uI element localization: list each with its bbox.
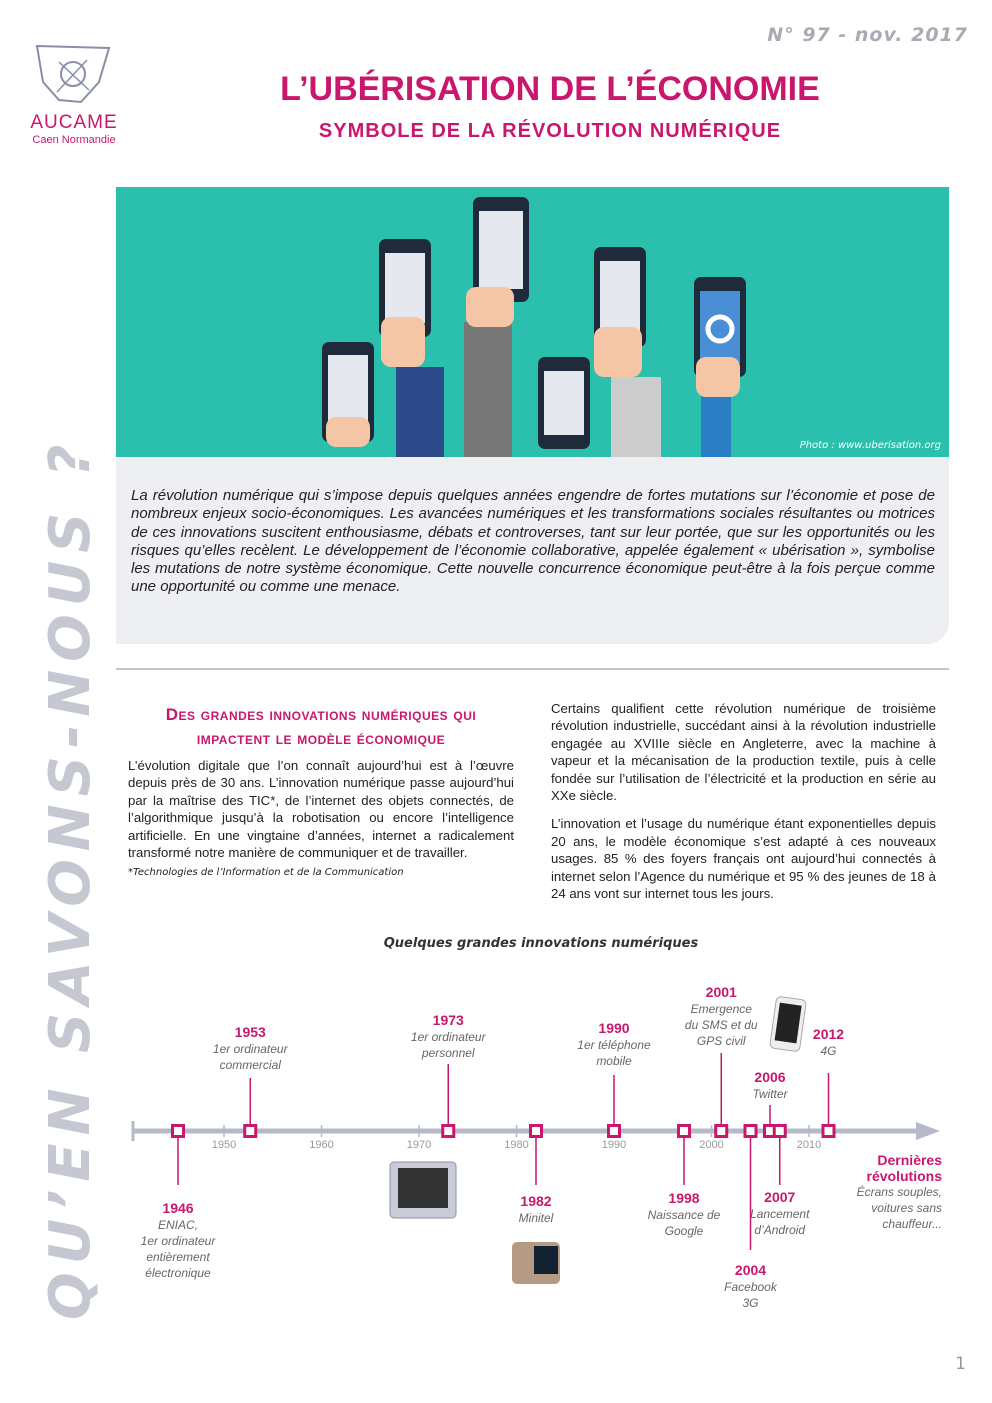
event-description: commercial (219, 1058, 281, 1072)
event-marker (531, 1126, 542, 1137)
event-year: 2006 (754, 1069, 786, 1085)
issue-label: N° 97 - nov. 2017 (767, 24, 968, 46)
timeline-title: Quelques grandes innovations numériques (383, 936, 699, 951)
event-marker (774, 1126, 785, 1137)
event-description: Google (664, 1224, 704, 1238)
aucame-logo (24, 42, 124, 146)
event-description: électronique (145, 1266, 211, 1280)
event-year: 2007 (764, 1189, 796, 1205)
logo-drawing-icon (29, 42, 119, 108)
event-description: Emergence (690, 1002, 752, 1016)
event-description: entièrement (146, 1250, 210, 1264)
event-description: ENIAC, (157, 1218, 199, 1232)
hands-with-phones-illustration (116, 187, 949, 457)
event-marker (173, 1126, 184, 1137)
minitel-icon (512, 1242, 560, 1284)
event-year: 2001 (705, 984, 737, 1000)
intro-paragraph: La révolution numérique qui s’impose depuis quelques années engendre de fortes mutations sur l’économie et pose de nombreux enjeux socio-économiques. Les avancées numériques et les transformations sociales résultantes ou motrices de ces innovations suscitent enthousiasme, débats et controverses, tant sur leur portée, que sur les opportunités ou les risques qu’elles recèlent. Le développement de l’économie collaborative, appelée également « ubérisation », symbolise les mutations de notre système économique. Cette nouvelle concurrence économique peut-être à la fois perçue comme une opportunité ou comme une menace. (116, 457, 949, 644)
page-title: L’UBÉRISATION DE L’ÉCONOMIE (280, 70, 820, 108)
smartphone-icon (770, 996, 807, 1052)
event-year: 1946 (162, 1200, 194, 1216)
paragraph-2: Certains qualifient cette révolution numérique de troisième révolution industrielle, succédant ainsi à la révolution industrielle engagée au XVIIIe siècle en Angleterre, avec la machine à vapeur et la mécanisation de la production textile, puis à celle fondée sur l’utilisation de l’électricité et la production en série au XXe siècle. (551, 701, 936, 804)
event-description: Twitter (752, 1087, 788, 1101)
timeline-arrow-icon (916, 1122, 940, 1140)
timeline-tick-label: 1970 (406, 1139, 432, 1151)
event-description: GPS civil (696, 1034, 746, 1048)
event-year: 1990 (598, 1020, 630, 1036)
event-marker (679, 1126, 690, 1137)
timeline-tick-label: 1990 (601, 1139, 627, 1151)
smartphone-screen (775, 1003, 802, 1044)
page-number: 1 (955, 1354, 966, 1374)
photo-credit: Photo : www.uberisation.org (799, 440, 941, 451)
event-description: 4G (820, 1044, 837, 1058)
event-marker (245, 1126, 256, 1137)
event-description: d’Android (754, 1223, 806, 1237)
event-description: Lancement (750, 1207, 810, 1221)
timeline-tick-label: 2000 (699, 1139, 724, 1151)
latest-revolutions-desc: Écrans souples, voitures sans chauffeur... (856, 1185, 942, 1231)
paragraph-3: L’innovation et l’usage du numérique étant exponentielles depuis 20 ans, le modèle économique s’est adapté à ces nouveaux usages. 85 % des foyers français ont aujourd’hui connectés à internet selon l’Agence du numérique et 95 % des jeunes de 18 à 24 ans vont sur internet tous les jours. (551, 816, 936, 902)
hero-illustration (116, 187, 949, 457)
event-marker (443, 1126, 454, 1137)
event-description: mobile (596, 1054, 632, 1068)
event-description: 1er ordinateur (212, 1042, 288, 1056)
paragraph-1: L’évolution digitale que l’on connaît aujourd’hui est à l’œuvre depuis près de 30 ans. L’innovation numérique passe aujourd’hui par la maîtrise des TIC*, de l’internet des objets connectés, de l’algorithmique jusqu’à la robotisation ou encore l’intelligence artificielle. En une vingtaine d’années, internet a radicalement transformé notre manière de communiquer et de travailler. (128, 758, 514, 861)
event-marker (765, 1126, 776, 1137)
timeline-tick-label: 1980 (504, 1139, 529, 1151)
logo-subtitle: Caen Normandie (32, 134, 116, 146)
divider (116, 668, 949, 670)
event-year: 2012 (812, 1026, 845, 1042)
event-description: 3G (742, 1296, 759, 1310)
footnote: *Technologies de l’Information et de la Communication (128, 867, 404, 879)
event-year: 1998 (668, 1190, 700, 1206)
event-description: Facebook (724, 1280, 777, 1294)
left-column (128, 703, 514, 878)
page-subtitle: SYMBOLE DE LA RÉVOLUTION NUMÉRIQUE (318, 120, 782, 142)
event-marker (823, 1126, 834, 1137)
event-year: 2004 (734, 1262, 767, 1278)
event-description: Minitel (518, 1211, 554, 1225)
event-description: du SMS et du (684, 1018, 758, 1032)
event-description: 1er ordinateur (410, 1030, 486, 1044)
event-year: 1973 (432, 1012, 464, 1028)
event-description: Naissance de (647, 1208, 721, 1222)
crt-monitor-icon (390, 1162, 456, 1218)
event-description: personnel (421, 1046, 475, 1060)
event-marker (745, 1126, 756, 1137)
event-description: 1er ordinateur (140, 1234, 216, 1248)
event-marker (716, 1126, 727, 1137)
latest-revolutions-title: Dernières révolutions (866, 1152, 942, 1184)
latest-revolutions (832, 1152, 942, 1232)
event-year: 1982 (520, 1193, 552, 1209)
timeline-tick-label: 2010 (796, 1139, 822, 1151)
crt-screen (398, 1168, 448, 1208)
event-year: 1953 (234, 1024, 266, 1040)
logo-name: AUCAME (30, 112, 118, 133)
section-heading: Des grandes innovations numériques qui impactent le modèle économique (165, 705, 477, 748)
side-title: QU’EN SAVONS-NOUS ? (38, 436, 103, 1320)
timeline-tick-label: 1960 (309, 1139, 334, 1151)
timeline-tick-label: 1950 (211, 1139, 237, 1151)
right-column (551, 700, 936, 902)
event-marker (609, 1126, 620, 1137)
event-description: 1er téléphone (577, 1038, 651, 1052)
minitel-screen (534, 1246, 558, 1274)
